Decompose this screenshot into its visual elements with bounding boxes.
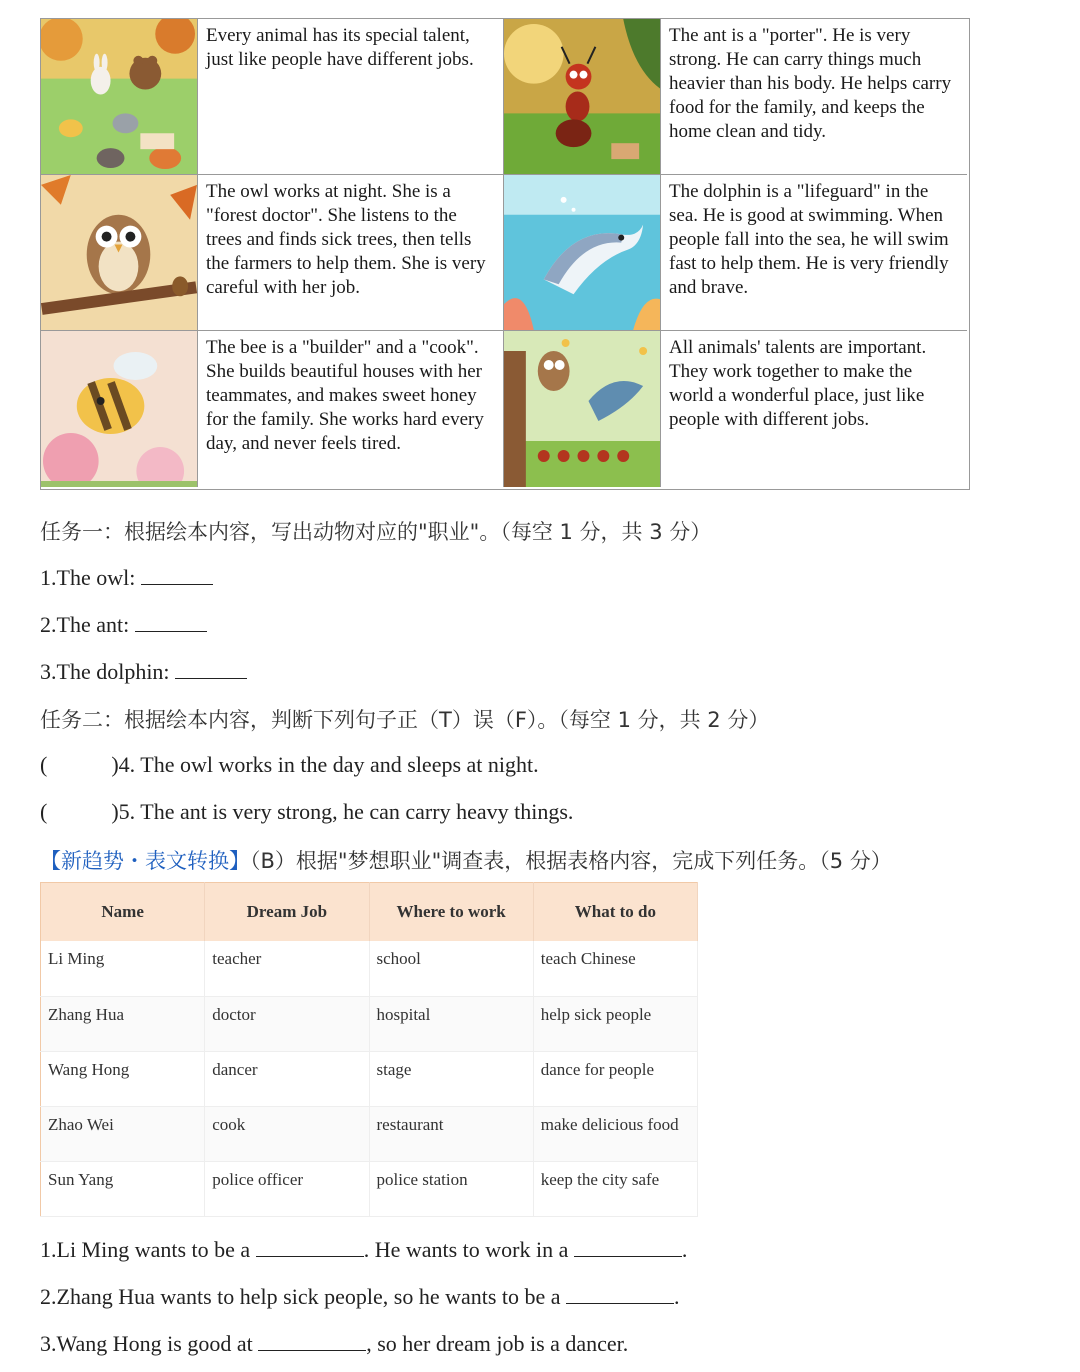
table-row: [41, 996, 698, 1051]
task1-heading: 任务一：根据绘本内容，写出动物对应的"职业"。（每空 1 分，共 3 分）: [40, 520, 712, 544]
question-1-part-b: . He wants to work in a: [363, 1237, 574, 1262]
table-row: [41, 1051, 698, 1106]
task1-item-2-text: 2.The ant:: [40, 612, 135, 637]
cell-name: Zhao Wei: [41, 1106, 205, 1161]
story-text-2: The ant is a "porter". He is very strong. He can carry things much heavier than his body. He helps carry food for the family, and keeps the home clean and tidy.: [661, 19, 967, 175]
header-dream-job: Dream Job: [205, 883, 369, 942]
cell-what-to-do: keep the city safe: [533, 1161, 697, 1216]
story-image-ant: [504, 19, 661, 175]
cell-dream-job: teacher: [205, 941, 369, 996]
story-image-owl: [41, 175, 198, 331]
cell-where-to-work: school: [369, 941, 533, 996]
section-b-heading: [40, 845, 892, 875]
story-text-5: The bee is a "builder" and a "cook". She builds beautiful houses with her teammates, and makes sweet honey for the family. She works hard every day, and never feels tired.: [198, 331, 504, 487]
question-2-part-a: 2.Zhang Hua wants to help sick people, so he wants to be a: [40, 1284, 567, 1309]
cell-where-to-work: hospital: [369, 996, 533, 1051]
header-name: Name: [41, 883, 205, 942]
story-image-together: [504, 331, 661, 487]
task2-item-5-text: )5. The ant is very strong, he can carry heavy things.: [111, 799, 574, 824]
cell-where-to-work: stage: [369, 1051, 533, 1106]
cell-name: Li Ming: [41, 941, 205, 996]
task1-item-2: [40, 611, 207, 638]
cell-dream-job: police officer: [205, 1161, 369, 1216]
table-row: [41, 941, 698, 996]
story-grid: [40, 18, 970, 490]
answer-blank[interactable]: [566, 1283, 674, 1304]
answer-blank[interactable]: [574, 1236, 682, 1257]
story-text-6: All animals' talents are important. They work together to make the world a wonderful place, just like people with different jobs.: [669, 337, 927, 430]
header-what-to-do: What to do: [533, 883, 697, 942]
cell-where-to-work: police station: [369, 1161, 533, 1216]
task1-item-3: [40, 658, 247, 685]
question-2: [40, 1283, 680, 1310]
task2-item-4-text: )4. The owl works in the day and sleeps at night.: [111, 752, 539, 777]
task2-item-4: [40, 752, 539, 778]
cell-name: Wang Hong: [41, 1051, 205, 1106]
story-text-1: Every animal has its special talent, just like people have different jobs.: [198, 19, 504, 175]
task1-item-1: [40, 564, 213, 591]
task2-heading: 任务二：根据绘本内容，判断下列句子正（T）误（F）。（每空 1 分，共 2 分）: [40, 708, 770, 732]
header-where-to-work: Where to work: [369, 883, 533, 942]
story-image-dolphin: [504, 175, 661, 331]
table-header-row: [41, 883, 698, 942]
question-1-part-c: .: [681, 1237, 688, 1262]
story-text-4: The dolphin is a "lifeguard" in the sea. He is good at swimming. When people fall into the sea, he will swim fast to help them. He is very friendly and brave.: [661, 175, 967, 331]
story-image-animals: [41, 19, 198, 175]
cell-what-to-do: dance for people: [533, 1051, 697, 1106]
task1-item-1-text: 1.The owl:: [40, 565, 141, 590]
cell-dream-job: dancer: [205, 1051, 369, 1106]
cell-name: Sun Yang: [41, 1161, 205, 1216]
section-b-instruction: （B）根据"梦想职业"调查表，根据表格内容，完成下列任务。（5 分）: [250, 849, 892, 873]
answer-blank[interactable]: [141, 564, 213, 585]
paren-open: (: [40, 752, 48, 777]
table-row: [41, 1161, 698, 1216]
question-1-part-a: 1.Li Ming wants to be a: [40, 1237, 256, 1262]
answer-blank[interactable]: [175, 658, 247, 679]
cell-dream-job: cook: [205, 1106, 369, 1161]
story-text-3: The owl works at night. She is a "forest doctor". She listens to the trees and finds sick trees, then tells the farmers to help them. She is very careful with her job.: [198, 175, 504, 331]
cell-what-to-do: help sick people: [533, 996, 697, 1051]
answer-blank[interactable]: [258, 1330, 366, 1351]
question-3: [40, 1330, 628, 1357]
paren-open: (: [40, 799, 48, 824]
question-3-part-b: , so her dream job is a dancer.: [366, 1331, 629, 1356]
cell-name: Zhang Hua: [41, 996, 205, 1051]
cell-what-to-do: make delicious food: [533, 1106, 697, 1161]
cell-what-to-do: teach Chinese: [533, 941, 697, 996]
story-image-bee: [41, 331, 198, 487]
cell-dream-job: doctor: [205, 996, 369, 1051]
section-b-tag: 【新趋势・表文转换】: [40, 849, 250, 873]
task2-item-5: [40, 799, 573, 825]
cell-where-to-work: restaurant: [369, 1106, 533, 1161]
table-row: [41, 1106, 698, 1161]
question-1: [40, 1236, 687, 1263]
dream-job-survey-table: [40, 882, 698, 1217]
task1-item-3-text: 3.The dolphin:: [40, 659, 176, 684]
answer-blank[interactable]: [135, 611, 207, 632]
question-3-part-a: 3.Wang Hong is good at: [40, 1331, 259, 1356]
answer-blank[interactable]: [256, 1236, 364, 1257]
question-2-part-b: .: [674, 1284, 680, 1309]
